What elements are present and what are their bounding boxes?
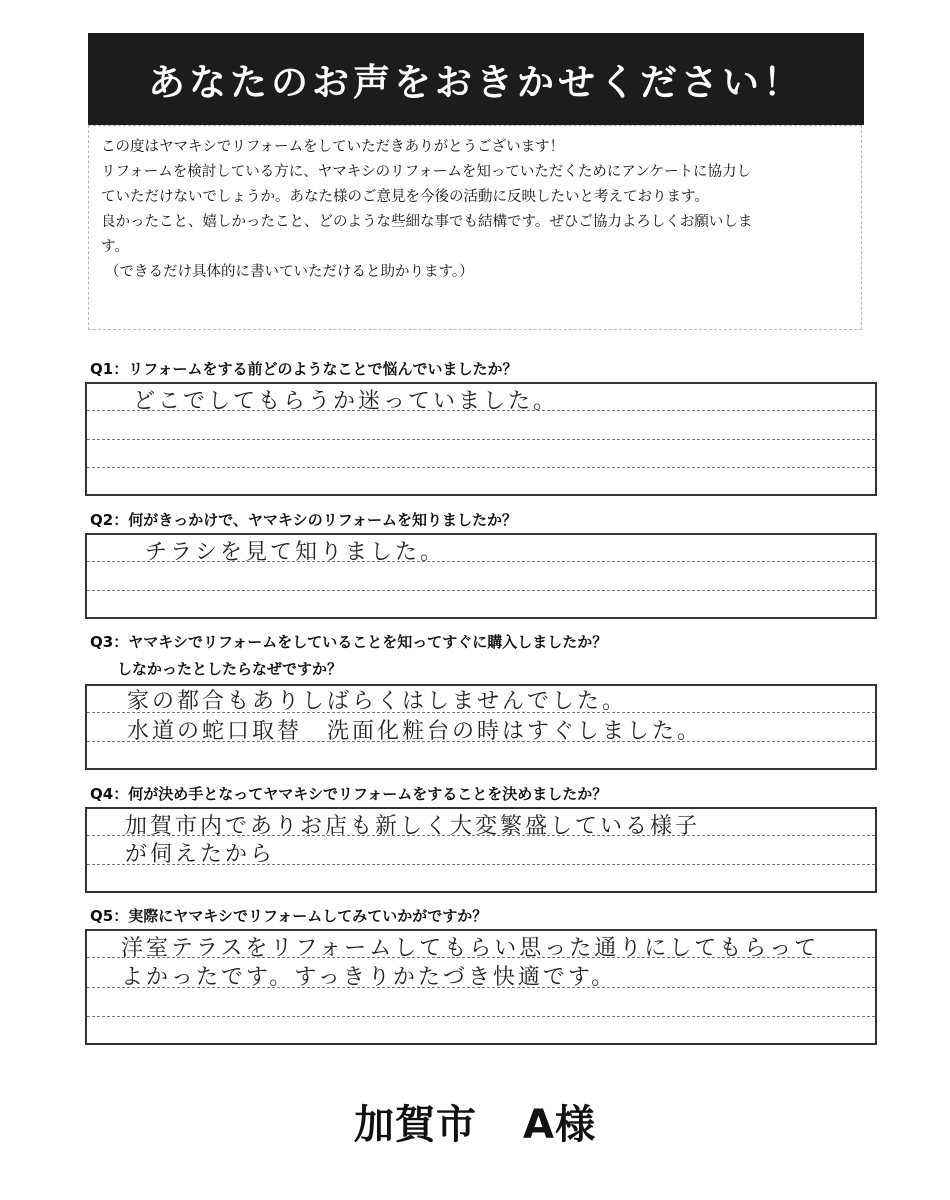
answer-3-line-2: 水道の蛇口取替 洗面化粧台の時はすぐしました。: [127, 719, 703, 744]
answer-box-5: [85, 929, 877, 1045]
answer-box-3: [85, 684, 877, 770]
answer-2-line-1: チラシを見て知りました。: [145, 540, 446, 565]
respondent-signature: [0, 1093, 950, 1150]
answer-box-1: [85, 382, 877, 496]
intro-line: す。: [101, 239, 129, 255]
answer-box-4: [85, 807, 877, 893]
answer-1-line-1: どこでしてもらうか迷っていました。: [133, 389, 559, 414]
intro-line: 良かったこと、嬉しかったこと、どのような些細な事でも結構です。ぜひご協力よろしくお願いしま: [101, 214, 753, 230]
survey-banner-title: あなたのお声をおきかせください！: [88, 33, 864, 125]
question-3-label-line-1: Q3：ヤマキシでリフォームをしていることを知ってすぐに購入しましたか？: [90, 633, 608, 651]
intro-line: リフォームを検討している方に、ヤマキシのリフォームを知っていただくためにアンケートに協力し: [101, 164, 752, 180]
answer-5-line-1: 洋室テラスをリフォームしてもらい思った通りにしてもらって: [121, 936, 820, 961]
answer-3-line-1: 家の都合もありしばらくはしませんでした。: [127, 689, 628, 714]
question-4-label: Q4：何が決め手となってヤマキシでリフォームをすることを決めましたか？: [90, 785, 608, 803]
intro-box: [88, 125, 862, 330]
question-3-label: [90, 632, 607, 679]
answer-4-line-2: が伺えたから: [125, 842, 276, 867]
intro-line: ていただけないでしょうか。あなた様のご意見を今後の活動に反映したいと考えております。: [101, 189, 709, 205]
answer-5-line-2: よかったです。すっきりかたづき快適です。: [121, 965, 617, 990]
respondent-city: 加賀市: [354, 1102, 478, 1148]
intro-line: （できるだけ具体的に書いていただけると助かります。）: [105, 264, 474, 280]
question-3-label-line-2: しなかったとしたらなぜですか？: [117, 660, 343, 678]
question-5-label: Q5：実際にヤマキシでリフォームしてみていかがですか？: [90, 907, 488, 925]
question-2-label: Q2：何がきっかけで、ヤマキシのリフォームを知りましたか？: [90, 511, 517, 529]
intro-line: この度はヤマキシでリフォームをしていただきありがとうございます！: [101, 139, 565, 155]
answer-box-2: [85, 533, 877, 619]
respondent-name: A様: [523, 1102, 596, 1148]
question-1-label: Q1：リフォームをする前どのようなことで悩んでいましたか？: [90, 360, 518, 378]
answer-4-line-1: 加賀市内でありお店も新しく大変繁盛している様子: [125, 814, 701, 839]
